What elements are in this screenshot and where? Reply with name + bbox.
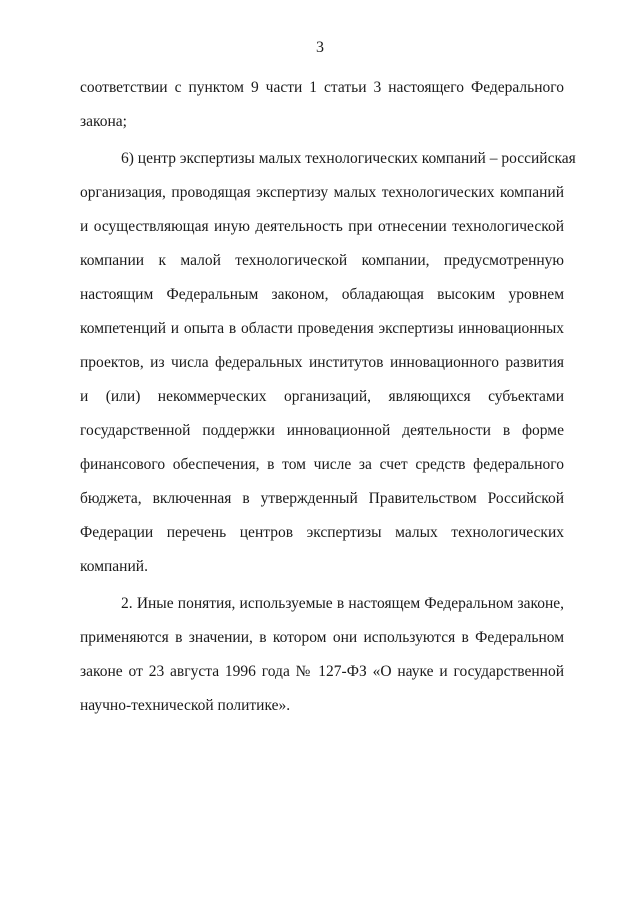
text-line: компании к малой технологической компании, предусмотренную bbox=[80, 252, 564, 269]
text-line: научно-технической политике». bbox=[80, 697, 291, 714]
text-line: компаний. bbox=[80, 558, 148, 575]
text-line: законе от 23 августа 1996 года № 127-ФЗ «О науке и государственной bbox=[80, 663, 564, 680]
text-line: бюджета, включенная в утвержденный Правительством Российской bbox=[80, 490, 564, 507]
text-line: закона; bbox=[80, 113, 127, 130]
document-body bbox=[80, 76, 576, 728]
text-line: соответствии с пунктом 9 части 1 статьи 3 настоящего Федерального bbox=[80, 79, 564, 96]
text-line: 2. Иные понятия, используемые в настоящем Федеральном законе, bbox=[121, 595, 564, 612]
text-line: и (или) некоммерческих организаций, являющихся субъектами bbox=[80, 388, 564, 405]
text-line: организация, проводящая экспертизу малых технологических компаний bbox=[80, 184, 564, 201]
text-line: применяются в значении, в котором они используются в Федеральном bbox=[80, 629, 564, 646]
page-number: 3 bbox=[316, 39, 324, 56]
text-line: и осуществляющая иную деятельность при отнесении технологической bbox=[80, 218, 564, 235]
text-line: настоящим Федеральным законом, обладающая высоким уровнем bbox=[80, 286, 564, 303]
text-line: проектов, из числа федеральных институтов инновационного развития bbox=[80, 354, 564, 371]
text-line: 6) центр экспертизы малых технологических компаний – российская bbox=[121, 150, 576, 167]
text-line: финансового обеспечения, в том числе за счет средств федерального bbox=[80, 456, 564, 473]
text-line: компетенций и опыта в области проведения экспертизы инновационных bbox=[80, 320, 564, 337]
text-line: государственной поддержки инновационной деятельности в форме bbox=[80, 422, 564, 439]
text-line: Федерации перечень центров экспертизы малых технологических bbox=[80, 524, 564, 541]
